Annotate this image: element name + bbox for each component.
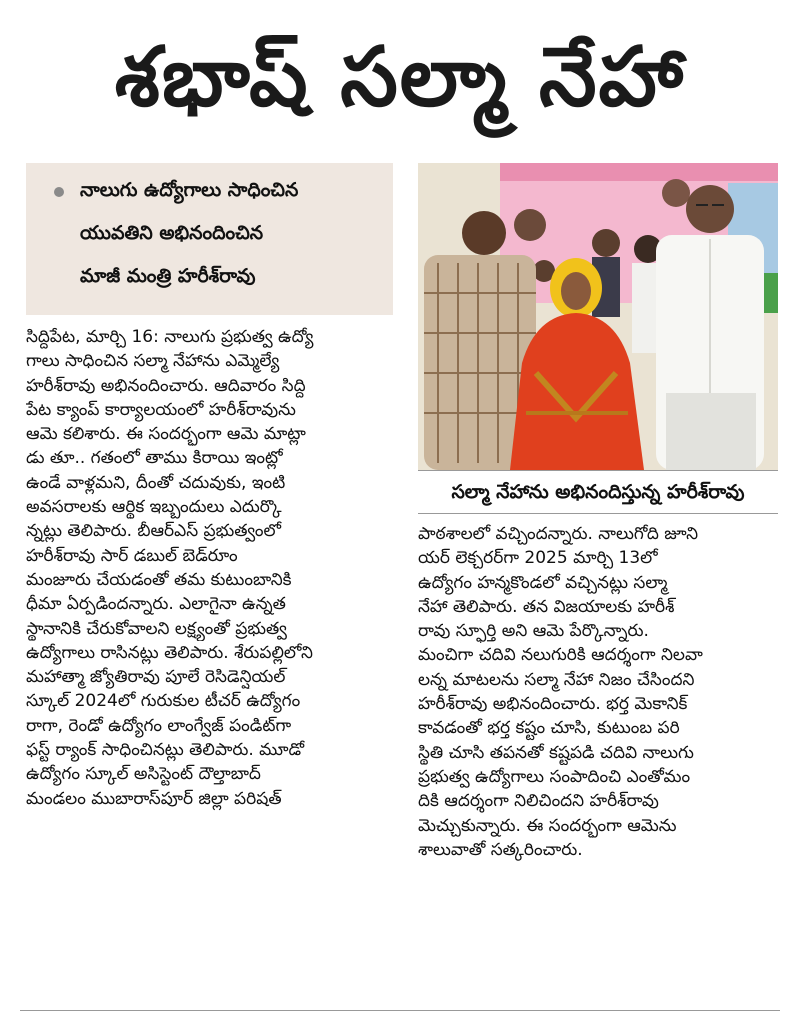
article-line: ధీమా ఏర్పడిందన్నారు. ఎలాగైనా ఉన్నత <box>26 594 286 615</box>
article-line: ఉద్యోగం హన్మకొండలో వచ్చినట్లు సల్మా <box>418 572 668 593</box>
article-line: ఆమె కలిశారు. ఈ సందర్భంగా ఆమె మాట్లా <box>26 424 306 445</box>
bullet-icon <box>54 187 64 197</box>
summary-line-3: మాజీ మంత్రి హరీశ్‌రావు <box>80 265 256 287</box>
article-line: మంచిగా చదివి నలుగురికి ఆదర్శంగా నిలవా <box>418 645 703 666</box>
article-column-right <box>418 522 780 862</box>
article-line: నేహా తెలిపారు. తన విజయాలకు హరీశ్ <box>418 596 675 617</box>
summary-line-1: నాలుగు ఉద్యోగాలు సాధించిన <box>80 179 299 201</box>
article-line: గాలు సాధించిన సల్మా నేహాను ఎమ్మెల్యే <box>26 351 280 372</box>
article-line: స్థానానికి చేరుకోవాలని లక్ష్యంతో ప్రభుత్వ <box>26 618 287 639</box>
article-line: డు తూ.. గతంలో తాము కిరాయి ఇంట్లో <box>26 448 283 469</box>
article-line: యర్ లెక్చరర్‌గా 2025 మార్చి 13లో <box>418 548 658 569</box>
article-line: ప్రభుత్వ ఉద్యోగాలు సంపాదించి ఎంతోమం <box>418 766 691 787</box>
article-line: ఉద్యోగం స్కూల్ అసిస్టెంట్ దౌల్తాబాద్ <box>26 764 261 785</box>
article-line: హరీశ్‌రావు సార్ డబుల్ బెడ్‌రూం <box>26 545 238 566</box>
article-line: మెచ్చుకున్నారు. ఈ సందర్భంగా ఆమెను <box>418 815 677 836</box>
article-line: మంజూరు చేయడంతో తమ కుటుంబానికి <box>26 569 292 590</box>
article-line: స్థితి చూసి తపనతో కష్టపడి చదివి నాలుగు <box>418 742 694 763</box>
article-line: సిద్దిపేట, మార్చి 16: నాలుగు ప్రభుత్వ ఉద్యో <box>26 327 314 347</box>
photo-illustration <box>418 163 778 470</box>
article-line: దికి ఆదర్శంగా నిలిచిందని హరీశ్‌రావు <box>418 791 659 812</box>
article-line: రావు స్ఫూర్తి అని ఆమె పేర్కొన్నారు. <box>418 621 649 642</box>
headline: శభాష్ సల్మా నేహా <box>114 30 686 125</box>
article-line: శాలువాతో సత్కరించారు. <box>418 839 583 860</box>
article-line: మహాత్మా జ్యోతిరావు పూలే రెసిడెన్షియల్ <box>26 667 286 688</box>
article-line: రాగా, రెండో ఉద్యోగం లాంగ్వేజ్ పండిట్‌గా <box>26 715 292 736</box>
article-line: ఉండే వాళ్లమని, దీంతో చదువుకు, ఇంటి <box>26 472 286 493</box>
article-line: అవసరాలకు ఆర్థిక ఇబ్బందులు ఎదుర్కొ <box>26 497 282 518</box>
article-line: స్కూల్ 2024లో గురుకుల టీచర్ ఉద్యోగం <box>26 691 301 712</box>
article-column-left <box>26 325 396 811</box>
article-line: లన్న మాటలను సల్మా నేహా నిజం చేసిందని <box>418 669 695 690</box>
article-line: పేట క్యాంప్ కార్యాలయంలో హరీశ్‌రావును <box>26 399 296 420</box>
bottom-divider <box>20 1010 780 1011</box>
article-line: మండలం ముబారాస్‌పూర్ జిల్లా పరిషత్ <box>26 788 282 809</box>
article-line: న్నట్లు తెలిపారు. బీఆర్ఎస్ ప్రభుత్వంలో <box>26 521 281 542</box>
article-line: పాఠశాలలో వచ్చిందన్నారు. నాలుగోది జూని <box>418 524 698 544</box>
news-photo <box>418 163 778 470</box>
article-line: హరీశ్‌రావు అభినందించారు. ఆదివారం సిద్ది <box>26 375 306 396</box>
article-line: ఫస్ట్ ర్యాంక్ సాధించినట్లు తెలిపారు. మూడో <box>26 740 305 761</box>
article-line: హరీశ్‌రావు అభినందించారు. భర్త మెకానిక్ <box>418 694 688 715</box>
summary-line-2: యువతిని అభినందించిన <box>80 222 264 244</box>
summary-box <box>26 163 393 315</box>
article-line: ఉద్యోగాలు రాసినట్లు తెలిపారు. శేరుపల్లిలోని <box>26 642 313 663</box>
article-line: కావడంతో భర్త కష్టం చూసి, కుటుంబ పరి <box>418 718 680 739</box>
photo-caption: సల్మా నేహాను అభినందిస్తున్న హరీశ్‌రావు <box>418 470 778 514</box>
